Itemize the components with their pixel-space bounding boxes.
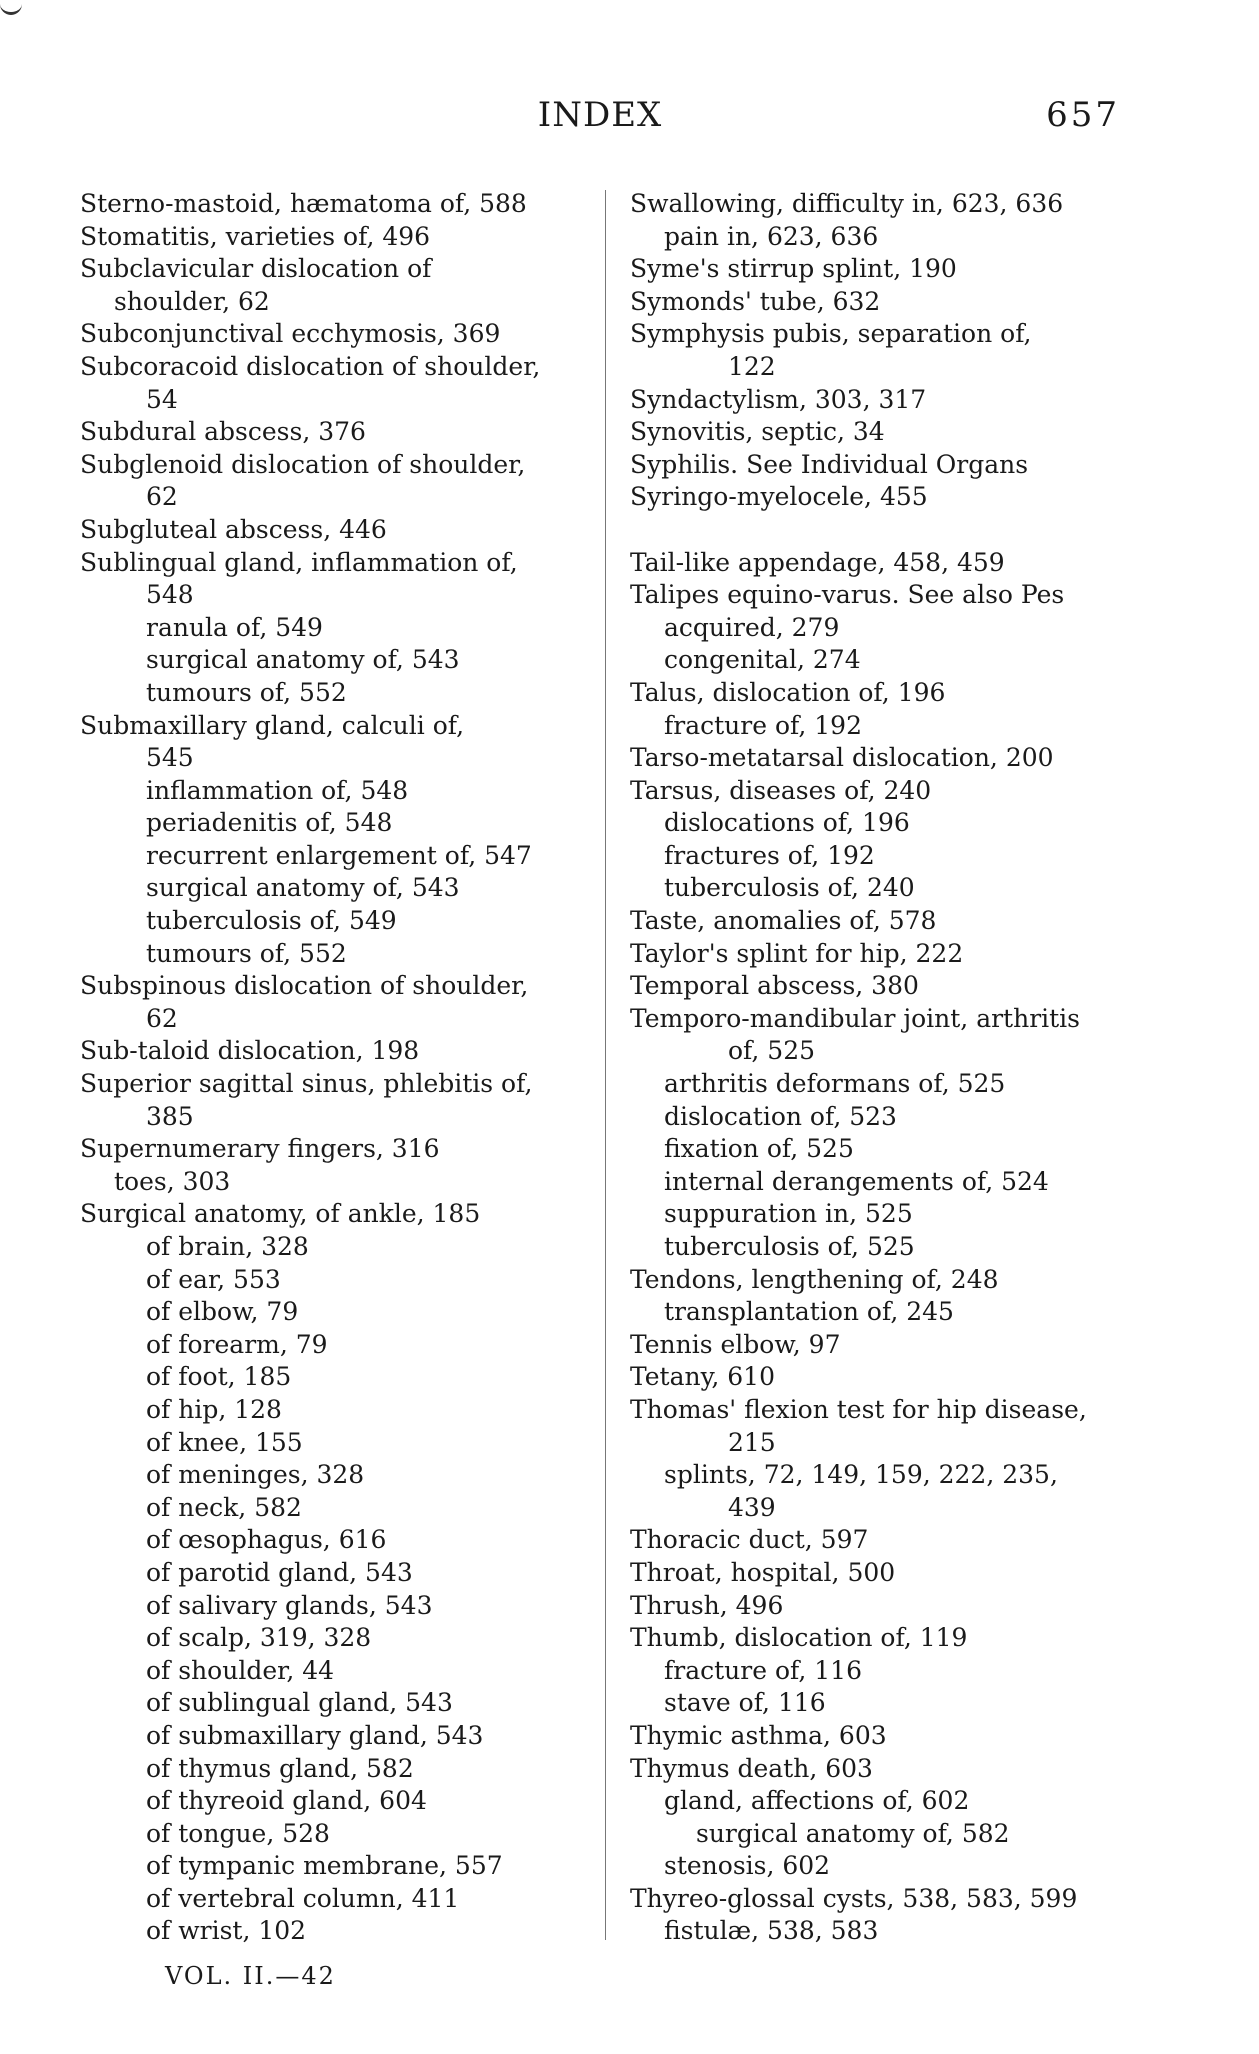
index-entry: Subglenoid dislocation of shoulder,	[80, 449, 526, 479]
index-entry: Superior sagittal sinus, phlebitis of,	[80, 1069, 533, 1099]
index-column-right	[630, 188, 1160, 1948]
index-entry: 122	[728, 351, 776, 381]
index-entry: Thymic asthma, 603	[630, 1720, 887, 1750]
index-entry: Syringo-myelocele, 455	[630, 482, 928, 512]
index-entry: surgical anatomy of, 582	[696, 1818, 1010, 1848]
index-entry: Subgluteal abscess, 446	[80, 514, 387, 544]
index-entry: of vertebral column, 411	[146, 1883, 460, 1913]
index-entry: Talipes equino-varus. See also Pes	[630, 580, 1065, 610]
corner-mark	[0, 0, 22, 15]
index-entry: fistulæ, 538, 583	[664, 1916, 879, 1946]
index-entry: inflammation of, 548	[146, 775, 409, 805]
index-entry: Tennis elbow, 97	[630, 1329, 841, 1359]
index-entry: Subspinous dislocation of shoulder,	[80, 971, 529, 1001]
index-entry: Subclavicular dislocation of	[80, 254, 432, 284]
index-entry: dislocation of, 523	[664, 1101, 897, 1131]
index-entry: Thumb, dislocation of, 119	[630, 1623, 968, 1653]
index-entry: 439	[728, 1492, 776, 1522]
index-entry: of scalp, 319, 328	[146, 1623, 372, 1653]
index-entry: Thomas' flexion test for hip disease,	[630, 1394, 1087, 1424]
index-entry: of œsophagus, 616	[146, 1525, 387, 1555]
index-entry: Sterno-mastoid, hæmatoma of, 588	[80, 189, 527, 218]
index-entry: congenital, 274	[664, 645, 861, 675]
index-entry: of submaxillary gland, 543	[146, 1720, 484, 1750]
index-entry: splints, 72, 149, 159, 222, 235,	[664, 1460, 1058, 1490]
index-entry: tumours of, 552	[146, 938, 347, 968]
index-entry: of tympanic membrane, 557	[146, 1851, 503, 1881]
index-entry: arthritis deformans of, 525	[664, 1069, 1006, 1099]
index-entry: Thyreo-glossal cysts, 538, 583, 599	[630, 1883, 1078, 1913]
index-entry: fractures of, 192	[664, 840, 875, 870]
index-entry: 548	[146, 580, 194, 610]
index-entry: acquired, 279	[664, 612, 840, 642]
index-entry: 215	[728, 1427, 776, 1457]
volume-footer: VOL. II.—42	[165, 1962, 336, 1990]
index-entry: Taylor's splint for hip, 222	[630, 938, 964, 968]
index-entry: surgical anatomy of, 543	[146, 873, 460, 903]
index-entry: of sublingual gland, 543	[146, 1688, 453, 1718]
index-entry: 62	[146, 482, 178, 512]
index-entry: Swallowing, difficulty in, 623, 636	[630, 189, 1064, 218]
index-entry: stave of, 116	[664, 1688, 826, 1718]
index-entry: Thrush, 496	[630, 1590, 784, 1620]
index-entry: Subcoracoid dislocation of shoulder,	[80, 351, 541, 381]
index-entry: tuberculosis of, 525	[664, 1232, 915, 1261]
index-entry: of neck, 582	[146, 1492, 302, 1522]
index-entry: of thyreoid gland, 604	[146, 1786, 427, 1816]
index-entry: of tongue, 528	[146, 1818, 330, 1848]
index-entry: 385	[146, 1101, 194, 1131]
index-entry: 62	[146, 1003, 178, 1033]
index-entry: Tendons, lengthening of, 248	[630, 1264, 999, 1294]
index-entry: Synovitis, septic, 34	[630, 417, 885, 447]
index-entry: Supernumerary fingers, 316	[80, 1134, 440, 1164]
page-header	[80, 95, 1120, 145]
index-entry: of wrist, 102	[146, 1916, 307, 1946]
index-entry: of shoulder, 44	[146, 1655, 335, 1685]
index-entry: Temporo-mandibular joint, arthritis	[630, 1003, 1081, 1033]
index-entry: surgical anatomy of, 543	[146, 645, 460, 675]
index-entry: recurrent enlargement of, 547	[146, 840, 532, 870]
index-entry: of elbow, 79	[146, 1297, 299, 1327]
index-entry: fracture of, 192	[664, 710, 862, 740]
index-entry: of brain, 328	[146, 1232, 309, 1261]
index-entry: Throat, hospital, 500	[630, 1557, 896, 1587]
index-column-left	[80, 188, 610, 1948]
index-entry	[630, 514, 1160, 547]
index-entry: of hip, 128	[146, 1394, 282, 1424]
index-entry: of, 525	[728, 1036, 816, 1066]
index-entry: toes, 303	[114, 1166, 231, 1196]
index-entry: gland, affections of, 602	[664, 1786, 970, 1816]
index-entry: of meninges, 328	[146, 1460, 365, 1490]
index-entry: internal derangements of, 524	[664, 1166, 1049, 1196]
index-entry: of salivary glands, 543	[146, 1590, 433, 1620]
index-entry: shoulder, 62	[114, 286, 270, 316]
index-entry: Taste, anomalies of, 578	[630, 906, 937, 936]
index-entry: of foot, 185	[146, 1362, 292, 1392]
index-entry: Tarsus, diseases of, 240	[630, 775, 932, 805]
index-entry: Tail-like appendage, 458, 459	[630, 547, 1005, 577]
index-entry: Submaxillary gland, calculi of,	[80, 710, 465, 740]
column-divider	[605, 190, 606, 1940]
index-entry: Talus, dislocation of, 196	[630, 677, 946, 707]
index-entry: 54	[146, 384, 178, 414]
index-entry: Stomatitis, varieties of, 496	[80, 221, 431, 251]
page-title: INDEX	[537, 95, 663, 135]
index-entry: Syndactylism, 303, 317	[630, 384, 927, 414]
index-entry: tumours of, 552	[146, 677, 347, 707]
index-entry: ranula of, 549	[146, 612, 323, 642]
index-entry: Symphysis pubis, separation of,	[630, 319, 1032, 349]
index-entry: Surgical anatomy, of ankle, 185	[80, 1199, 481, 1229]
index-entry: pain in, 623, 636	[664, 221, 879, 251]
index-entry: Syme's stirrup splint, 190	[630, 254, 957, 284]
index-entry: Tetany, 610	[630, 1362, 775, 1392]
index-entry: fracture of, 116	[664, 1655, 862, 1685]
index-entry: fixation of, 525	[664, 1134, 854, 1164]
index-entry: periadenitis of, 548	[146, 808, 393, 838]
index-entry: Syphilis. See Individual Organs	[630, 449, 1029, 479]
index-entry: of ear, 553	[146, 1264, 281, 1294]
index-entry: stenosis, 602	[664, 1851, 831, 1881]
index-entry: transplantation of, 245	[664, 1297, 954, 1327]
index-entry: tuberculosis of, 549	[146, 906, 397, 936]
index-entry: Sub-taloid dislocation, 198	[80, 1036, 420, 1066]
index-entry: of parotid gland, 543	[146, 1557, 413, 1587]
index-entry: dislocations of, 196	[664, 808, 910, 838]
index-entry: Tarso-metatarsal dislocation, 200	[630, 743, 1054, 773]
index-entry: Subconjunctival ecchymosis, 369	[80, 319, 501, 349]
index-entry: tuberculosis of, 240	[664, 873, 915, 903]
index-entry: Thoracic duct, 597	[630, 1525, 869, 1555]
index-entry: of thymus gland, 582	[146, 1753, 414, 1783]
index-entry: suppuration in, 525	[664, 1199, 913, 1229]
page-number: 657	[1046, 95, 1120, 135]
index-entry: Thymus death, 603	[630, 1753, 873, 1783]
index-entry: 545	[146, 743, 194, 773]
index-entry: Subdural abscess, 376	[80, 417, 366, 447]
index-entry: Sublingual gland, inflammation of,	[80, 547, 518, 577]
index-entry: Temporal abscess, 380	[630, 971, 919, 1001]
index-entry: Symonds' tube, 632	[630, 286, 881, 316]
index-entry: of forearm, 79	[146, 1329, 328, 1359]
index-entry: of knee, 155	[146, 1427, 303, 1457]
